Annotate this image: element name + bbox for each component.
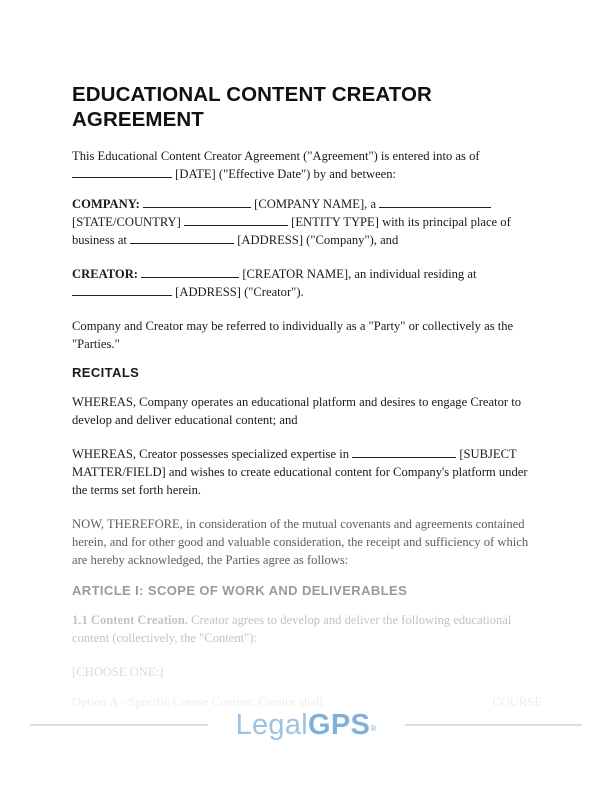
- section-1-1-title: 1.1 Content Creation.: [72, 613, 188, 627]
- document-title: [72, 82, 542, 132]
- company-name-text: [COMPANY NAME], a: [254, 197, 377, 211]
- document-page: [72, 82, 542, 723]
- company-address-text: [ADDRESS] ("Company"), and: [237, 233, 399, 247]
- whereas-1: WHEREAS, Company operates an educational platform and desires to engage Creator to develop and deliver educational content; and: [72, 395, 522, 427]
- date-blank: [72, 165, 172, 178]
- intro-text-2: [DATE] ("Effective Date") by and between:: [175, 167, 397, 181]
- whereas-2: [72, 445, 542, 499]
- company-entity-text: [ENTITY TYPE] with its principal place of business at: [72, 215, 511, 247]
- intro-text: This Educational Content Creator Agreement ("Agreement") is entered into as of: [72, 149, 480, 163]
- creator-name-blank: [141, 265, 239, 278]
- logo-gps: GPS: [308, 709, 371, 741]
- footer-divider-right: [405, 724, 582, 726]
- logo-registered-mark: ®: [370, 724, 377, 733]
- section-1-1-text: Creator agrees to develop and deliver the following educational content (collectively, the "Content"):: [72, 613, 512, 645]
- creator-address-text: [ADDRESS] ("Creator").: [175, 285, 304, 299]
- creator-name-text: [CREATOR NAME], an individual residing at: [242, 267, 477, 281]
- footer-divider-left: [30, 724, 208, 726]
- title-line-2: AGREEMENT: [72, 108, 204, 131]
- section-1-1: [72, 611, 542, 647]
- option-a-right: COURSE: [492, 695, 542, 709]
- footer: [0, 706, 612, 746]
- company-state-text: [STATE/COUNTRY]: [72, 215, 181, 229]
- creator-address-blank: [72, 283, 172, 296]
- company-entity-blank: [184, 213, 288, 226]
- recitals-heading: RECITALS: [72, 365, 140, 380]
- option-a-text: Option A - Specific Course Content: Creator shall: [72, 695, 323, 709]
- creator-label: CREATOR:: [72, 267, 139, 281]
- company-state-blank: [379, 195, 491, 208]
- choose-one: [CHOOSE ONE:]: [72, 665, 164, 679]
- logo-legal: Legal: [235, 709, 309, 741]
- creator-paragraph: [72, 265, 542, 301]
- article-1-heading: ARTICLE I: SCOPE OF WORK AND DELIVERABLES: [72, 583, 408, 598]
- company-paragraph: [72, 195, 542, 249]
- title-line-1: EDUCATIONAL CONTENT CREATOR: [72, 83, 432, 106]
- company-name-blank: [143, 195, 251, 208]
- subject-blank: [352, 445, 456, 458]
- company-address-blank: [130, 231, 234, 244]
- parties-paragraph: Company and Creator may be referred to individually as a "Party" or collectively as the "Parties.": [72, 319, 514, 351]
- whereas-2-text: WHEREAS, Creator possesses specialized expertise in: [72, 447, 349, 461]
- now-therefore-paragraph: NOW, THEREFORE, in consideration of the mutual covenants and agreements contained herein, and for other good and valuable consideration, the receipt and sufficiency of which are hereby acknowledged, the Parties agree as follows:: [72, 517, 529, 567]
- whereas-2-text-2: [SUBJECT MATTER/FIELD] and wishes to create educational content for Company's platform under the terms set forth herein.: [72, 447, 528, 497]
- intro-paragraph: [72, 147, 542, 183]
- legalgps-logo: [233, 706, 379, 744]
- company-label: COMPANY:: [72, 197, 140, 211]
